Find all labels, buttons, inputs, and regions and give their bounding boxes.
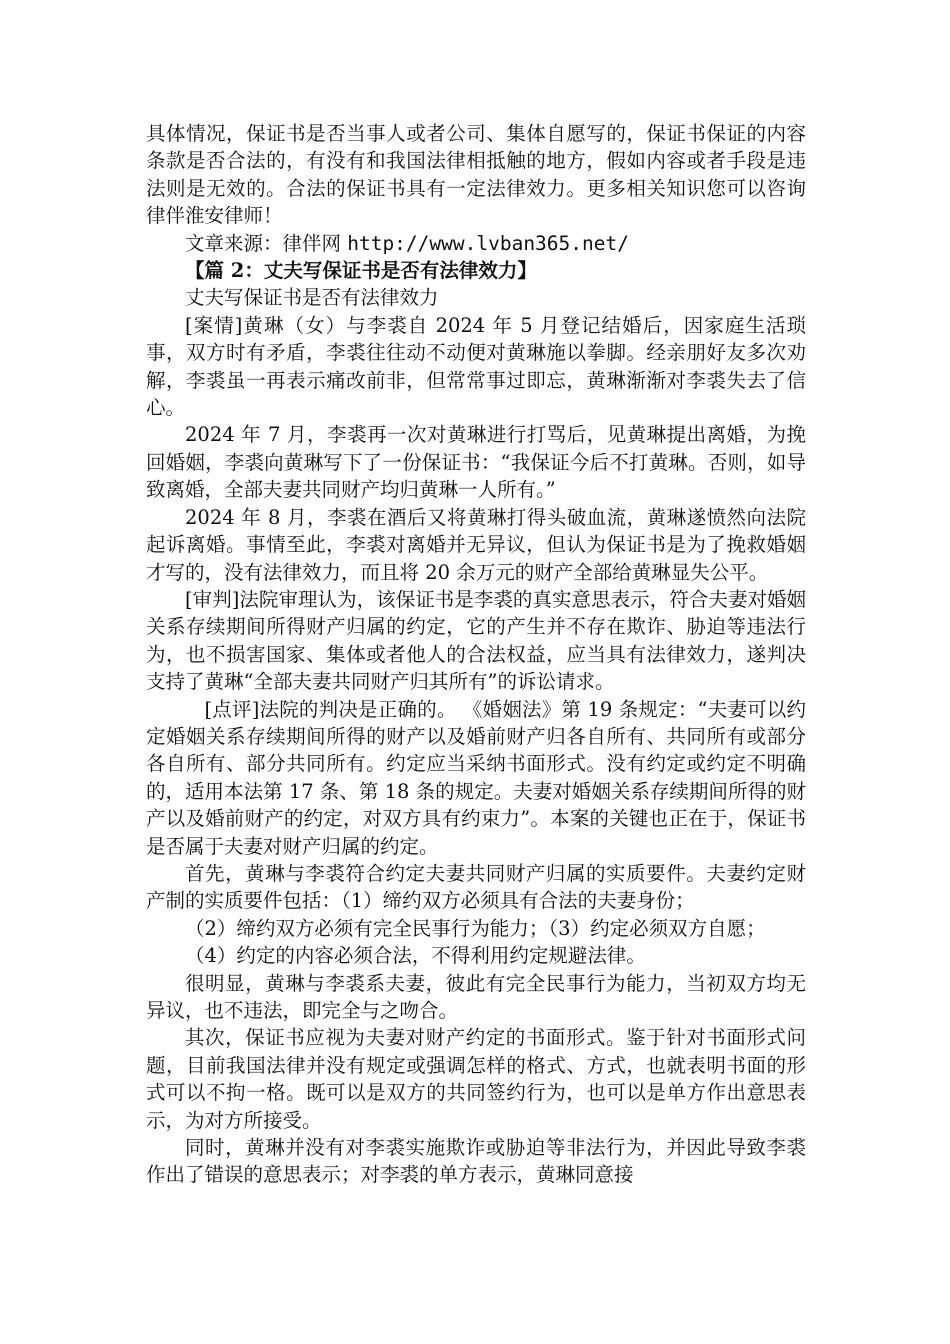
second-paragraph: 其次，保证书应视为夫妻对财产约定的书面形式。鉴于针对书面形式问题，目前我国法律并没有规定或强调怎样的格式、方式，也就表明书面的形式可以不拘一格。既可以是双方的共同签约行为，也可以是单方作出意思表示，为对方所接受。	[146, 1026, 806, 1132]
august-paragraph: 2024 年 8 月，李裘在酒后又将黄琳打得头破血流，黄琳遂愤然向法院起诉离婚。事情至此，李裘对离婚并无异议，但认为保证书是为了挽救婚姻才写的，没有法律效力，而且将 20 余万元的财产全部给黄琳显失公平。	[146, 505, 806, 584]
section-heading: 【篇 2：丈夫写保证书是否有法律效力】	[185, 259, 537, 283]
source-label: 文章来源：律伴网	[185, 231, 342, 255]
trial-paragraph: [审判]法院审理认为，该保证书是李裘的真实意思表示，符合夫妻对婚姻关系存续期间所得财产归属的约定，它的产生并不存在欺诈、胁迫等违法行为，也不损害国家、集体或者他人的合法权益，应当具有法律效力，遂判决支持了黄琳“全部夫妻共同财产归其所有”的诉讼请求。	[146, 587, 806, 694]
section-subtitle: 丈夫写保证书是否有法律效力	[185, 286, 439, 310]
intro-paragraph: 具体情况，保证书是否当事人或者公司、集体自愿写的，保证书保证的内容条款是否合法的，有没有和我国法律相抵触的地方，假如内容或者手段是违法则是无效的。合法的保证书具有一定法律效力。更多相关知识您可以咨询律伴淮安律师！	[146, 122, 806, 228]
document-page	[146, 120, 806, 1189]
obvious-paragraph: 很明显，黄琳与李裘系夫妻，彼此有完全民事行为能力，当初双方均无异议，也不违法，即完全与之吻合。	[146, 971, 806, 1022]
first-paragraph: 首先，黄琳与李裘符合约定夫妻共同财产归属的实质要件。夫妻约定财产制的实质要件包括：（1）缔约双方必须具有合法的夫妻身份；	[146, 861, 806, 913]
condition-2-paragraph: （2）缔约双方必须有完全民事行为能力；（3）约定必须双方自愿；	[185, 916, 766, 940]
july-paragraph: 2024 年 7 月，李裘再一次对黄琳进行打骂后，见黄琳提出离婚，为挽回婚姻，李裘向黄琳写下了一份保证书：“我保证今后不打黄琳。否则，如导致离婚，全部夫妻共同财产均归黄琳一人所有。”	[146, 423, 806, 502]
case-paragraph: [案情]黄琳（女）与李裘自 2024 年 5 月登记结婚后，因家庭生活琐事，双方时有矛盾，李裘往往动不动便对黄琳施以拳脚。经亲朋好友多次劝解，李裘虽一再表示痛改前非，但常常事过即忘，黄琳渐渐对李裘失去了信心。	[146, 313, 806, 420]
source-line	[146, 230, 806, 257]
meanwhile-paragraph: 同时，黄琳并没有对李裘实施欺诈或胁迫等非法行为，并因此导致李裘作出了错误的意思表示；对李裘的单方表示，黄琳同意接	[146, 1136, 806, 1187]
comment-paragraph: [点评]法院的判决是正确的。 《婚姻法》第 19 条规定：“夫妻可以约定婚姻关系存续期间所得的财产以及婚前财产归各自所有、共同所有或部分各自所有、部分共同所有。约定应当采纳书面形式。没有约定或约定不明确的，适用本法第 17 条、第 18 条的规定。夫妻对婚姻关系存续期间所得的财产以及婚前财产的约定，对双方具有约束力”。本案的关键也正在于，保证书是否属于夫妻对财产归属的约定。	[146, 697, 806, 858]
source-url-link[interactable]: http://www.lvban365.net/	[347, 231, 629, 255]
condition-4-paragraph: （4）约定的内容必须合法，不得利用约定规避法律。	[185, 944, 646, 968]
